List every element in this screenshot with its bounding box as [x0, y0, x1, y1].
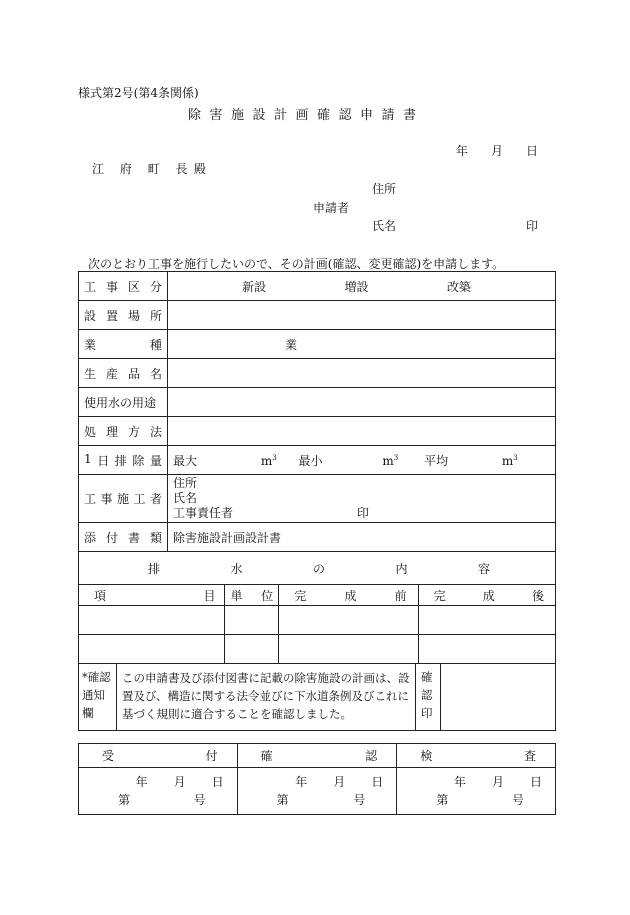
work-type-label: 工 事 区 分	[79, 272, 168, 301]
row-contractor	[79, 475, 556, 523]
row-drainage-heading	[79, 552, 556, 585]
attachments-value: 除害施設計画設計書	[168, 523, 556, 552]
contractor-name: 氏名	[173, 491, 198, 505]
business-value	[168, 330, 556, 359]
row-work-type	[79, 272, 556, 301]
honorific: 殿	[194, 162, 207, 176]
stamp-receipt: 受 付	[79, 744, 238, 768]
row-location	[79, 301, 556, 330]
date-year: 年	[456, 144, 469, 158]
date-day: 日	[525, 144, 538, 158]
name-label: 氏名	[372, 219, 397, 233]
discharge-min-unit: $m^3$	[382, 453, 399, 468]
method-value	[168, 417, 556, 446]
date-month: 月	[490, 144, 503, 158]
contractor-seal: 印	[357, 506, 370, 520]
confirm-text: この申請書及び添付図書に記載の除害施設の計画は、設置及び、構造に関する法令並びに下水道条例及びこれに基づく規則に適合することを確認しました。	[117, 664, 416, 730]
stamp-table	[78, 743, 556, 815]
business-label: 業 種	[79, 330, 168, 359]
drainage-row	[79, 606, 556, 635]
option-rebuild: 改築	[446, 279, 471, 294]
row-business	[79, 330, 556, 359]
col-after: 完 成 後	[418, 585, 555, 606]
col-item: 項 目	[79, 585, 225, 606]
discharge-max-label: 最大	[173, 453, 198, 468]
option-expand: 増設	[344, 279, 369, 294]
address-label: 住所	[372, 182, 397, 196]
discharge-avg-label: 平均	[424, 453, 449, 468]
col-before: 完 成 前	[279, 585, 418, 606]
stamp-body-row	[79, 768, 556, 815]
intro-text: 次のとおり工事を施行したいので、その計画(確認、変更確認)を申請します。	[88, 257, 505, 271]
confirm-cell	[79, 664, 556, 731]
row-confirm	[79, 664, 556, 731]
form-number: 様式第2号(第4条関係)	[78, 86, 199, 100]
addressee: 江 府 町 長	[92, 162, 194, 176]
contractor-label: 工 事 施 工 者	[79, 475, 168, 523]
row-attachments	[79, 523, 556, 552]
location-value	[168, 301, 556, 330]
confirm-label: *確認通知欄	[79, 664, 117, 730]
row-drainage-columns	[79, 585, 556, 606]
business-suffix: 業	[285, 337, 298, 352]
stamp-confirm: 確 認	[237, 744, 397, 768]
col-unit: 単 位	[225, 585, 279, 606]
discharge-avg-unit: $m^3$	[501, 453, 518, 468]
discharge-values	[168, 446, 556, 475]
attachments-label: 添 付 書 類	[79, 523, 168, 552]
stamp-inspect-box: 年 月 日 第 号	[397, 768, 556, 815]
product-value	[168, 359, 556, 388]
stamp-header-row	[79, 744, 556, 768]
row-water-use	[79, 388, 556, 417]
row-method	[79, 417, 556, 446]
discharge-max-unit: $m^3$	[260, 453, 277, 468]
date-line	[456, 142, 538, 159]
water-use-label: 使用水の用途	[79, 388, 168, 417]
drainage-heading: 排 水 の 内 容	[79, 552, 556, 585]
water-use-value	[168, 388, 556, 417]
row-discharge	[79, 446, 556, 475]
contractor-address: 住所	[173, 476, 198, 490]
location-label: 設 置 場 所	[79, 301, 168, 330]
discharge-label: 1 日 排 除 量	[79, 446, 168, 475]
drainage-row	[79, 635, 556, 664]
discharge-min-label: 最小	[298, 453, 323, 468]
page-title: 除害施設計画確認申請書	[188, 108, 425, 123]
stamp-inspect: 検 査	[397, 744, 556, 768]
product-label: 生 産 品 名	[79, 359, 168, 388]
work-type-options	[168, 272, 556, 301]
stamp-confirm-box: 年 月 日 第 号	[237, 768, 397, 815]
applicant-label: 申請者	[313, 201, 350, 215]
stamp-receipt-box: 年 月 日 第 号	[79, 768, 238, 815]
row-product	[79, 359, 556, 388]
option-new: 新設	[242, 279, 267, 294]
method-label: 処 理 方 法	[79, 417, 168, 446]
confirm-seal-label: 確認印	[416, 664, 441, 730]
contractor-manager: 工事責任者	[173, 506, 234, 520]
application-table	[78, 271, 556, 731]
applicant-seal: 印	[526, 219, 539, 233]
confirm-seal-box	[441, 664, 555, 730]
contractor-values	[168, 475, 556, 523]
